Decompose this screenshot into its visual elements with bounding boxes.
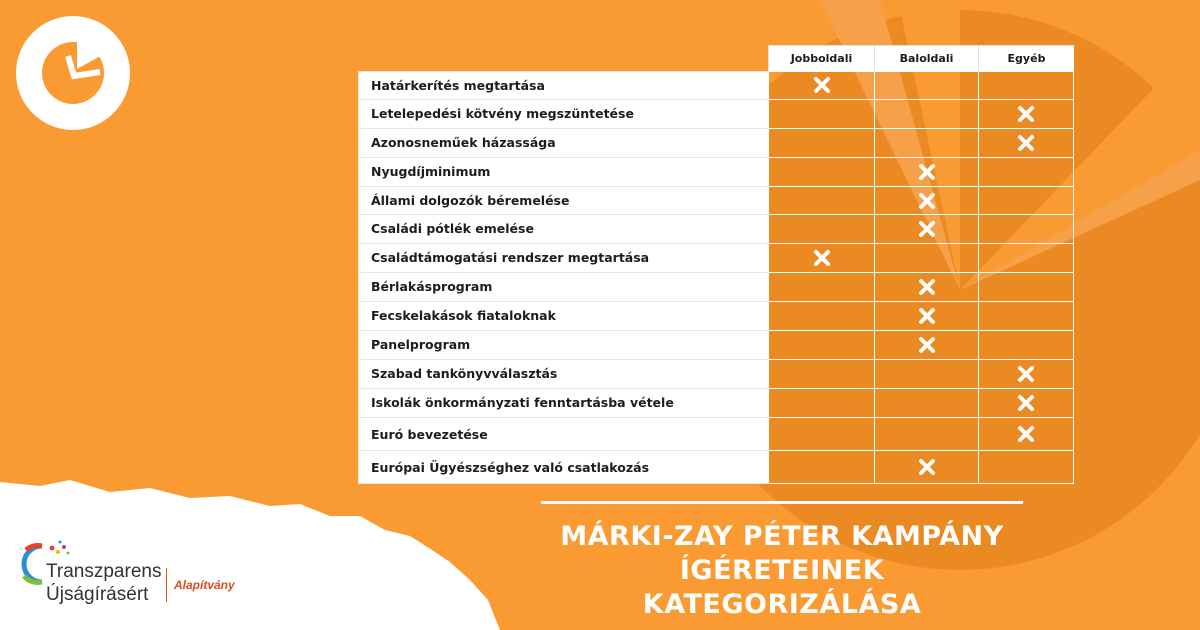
table-cell [768,389,874,418]
table-cell [768,418,874,451]
row-label: Iskolák önkormányzati fenntartásba vétele [358,389,768,418]
table-cell [768,71,874,100]
row-label: Panelprogram [358,331,768,360]
row-label: Letelepedési kötvény megszüntetése [358,100,768,129]
x-mark-icon [813,76,831,94]
table-cell [768,187,874,216]
categorization-table [358,45,1074,484]
table-cell [768,302,874,331]
table-cell [978,331,1074,360]
brand-name-line-1: Transzparens [46,561,162,582]
x-mark-icon [813,249,831,267]
row-label: Európai Ügyészséghez való csatlakozás [358,451,768,484]
brand-separator [166,568,167,602]
title-line-2: ÍGÉRETEINEK KATEGORIZÁLÁSA [642,555,922,620]
table-cell [978,187,1074,216]
x-mark-icon [918,336,936,354]
column-header-baloldali: Baloldali [874,45,978,71]
row-label: Határkerítés megtartása [358,71,768,100]
table-cell [978,129,1074,158]
x-mark-icon [918,220,936,238]
x-mark-icon [1017,134,1035,152]
table-cell [874,158,978,187]
brand-subtitle: Alapítvány [174,578,235,592]
table-cell [874,389,978,418]
row-label: Bérlakásprogram [358,273,768,302]
logo-badge [16,16,130,130]
pie-chart-icon [16,16,130,130]
table-cell [768,331,874,360]
table-cell [874,187,978,216]
row-label: Családi pótlék emelése [358,215,768,244]
row-label: Euró bevezetése [358,418,768,451]
table-cell [768,360,874,389]
table-cell [874,100,978,129]
table-cell [874,360,978,389]
row-label: Fecskelakások fiataloknak [358,302,768,331]
brand-name-line-2: Újságírásért [46,584,149,605]
table-corner [358,45,768,71]
table-cell [874,331,978,360]
table-cell [768,158,874,187]
table-cell [978,273,1074,302]
x-mark-icon [918,307,936,325]
row-label: Nyugdíjminimum [358,158,768,187]
table-cell [874,451,978,484]
table-cell [874,71,978,100]
table-cell [978,389,1074,418]
x-mark-icon [918,278,936,296]
x-mark-icon [918,458,936,476]
table-cell [768,129,874,158]
table-cell [978,451,1074,484]
table-cell [768,100,874,129]
column-header-jobboldali: Jobboldali [768,45,874,71]
table-cell [874,273,978,302]
table-cell [768,215,874,244]
x-mark-icon [1017,425,1035,443]
table-cell [874,244,978,273]
table-cell [768,244,874,273]
title-line-1: MÁRKI-ZAY PÉTER KAMPÁNY [560,521,1004,552]
row-label: Azonosneműek házassága [358,129,768,158]
table-cell [978,244,1074,273]
table-cell [978,418,1074,451]
brand-logo [14,538,244,608]
row-label: Állami dolgozók béremelése [358,187,768,216]
table-cell [978,360,1074,389]
x-mark-icon [1017,394,1035,412]
table-cell [978,158,1074,187]
table-cell [874,129,978,158]
table-cell [874,302,978,331]
page-title [541,520,1023,622]
table-cell [978,100,1074,129]
row-label: Szabad tankönyvválasztás [358,360,768,389]
table-cell [874,215,978,244]
x-mark-icon [918,192,936,210]
table-cell [978,71,1074,100]
table-cell [874,418,978,451]
x-mark-icon [1017,365,1035,383]
row-label: Családtámogatási rendszer megtartása [358,244,768,273]
x-mark-icon [1017,105,1035,123]
x-mark-icon [918,163,936,181]
table-cell [768,451,874,484]
table-cell [978,302,1074,331]
column-header-egyeb: Egyéb [978,45,1074,71]
table-cell [768,273,874,302]
title-divider [541,501,1023,504]
table-cell [978,215,1074,244]
